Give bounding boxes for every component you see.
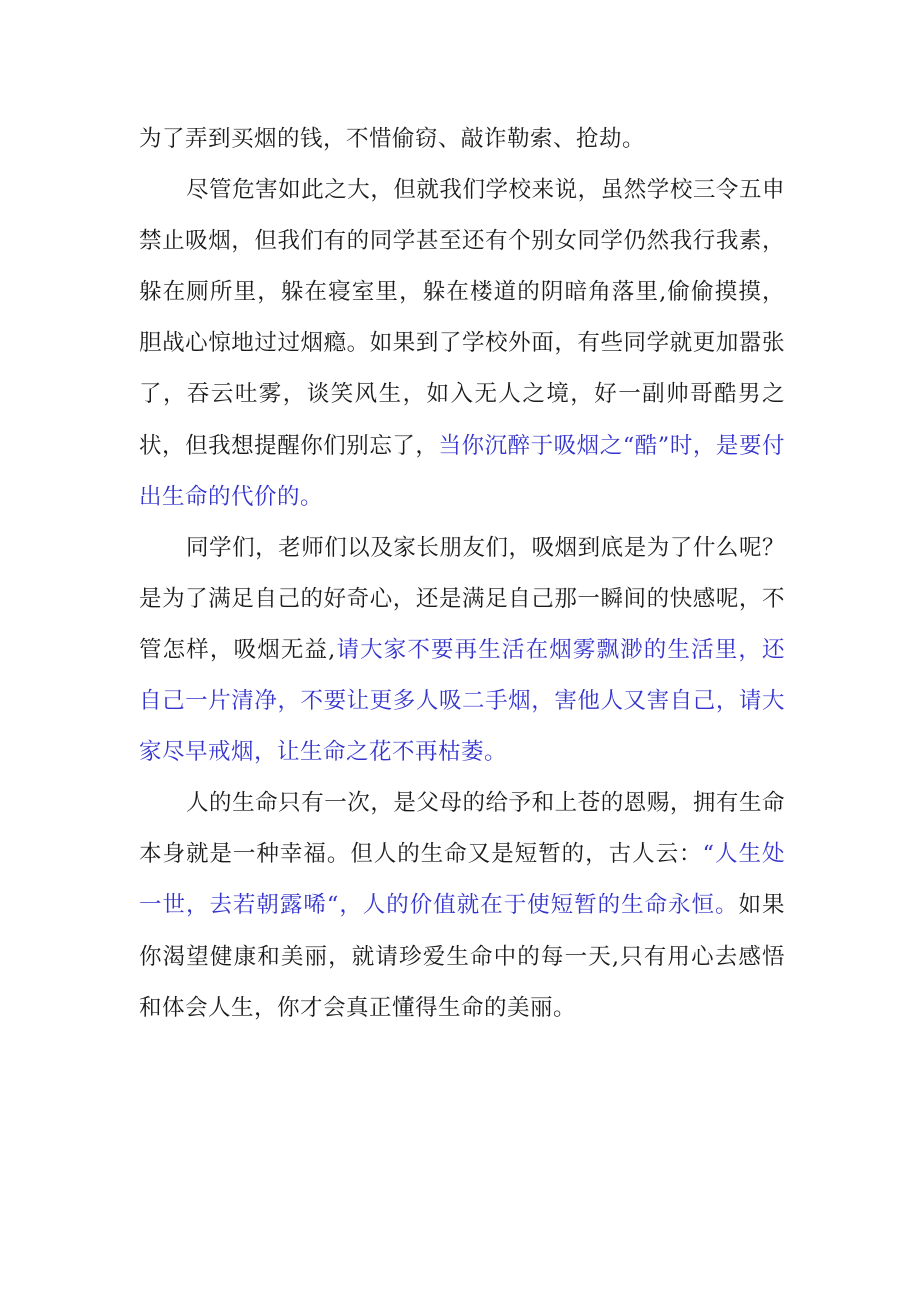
document-body	[139, 114, 785, 1034]
text-segment: 尽管危害如此之大，但就我们学校来说，虽然学校三令五申禁止吸烟，但我们有的同学甚至还有个别女同学仍然我行我素，躲在厕所里，躲在寝室里，躲在楼道的阴暗角落里,偷偷摸摸，胆战心惊地过过烟瘾。如果到了学校外面，有些同学就更加嚣张了，吞云吐雾，谈笑风生，如入无人之境，好一副帅哥酷男之状，但我想提醒你们别忘了，	[139, 177, 785, 459]
paragraph	[139, 114, 785, 165]
text-segment: 为了弄到买烟的钱，不惜偷窃、敲诈勒索、抢劫。	[139, 126, 646, 152]
paragraph	[139, 523, 785, 778]
highlighted-text-segment: 当你沉醉于吸烟之“酷”时，是要付出生命的代价的。	[139, 432, 785, 510]
highlighted-text-segment: 请大家不要再生活在烟雾飘渺的生活里，还自己一片清净，不要让更多人吸二手烟，害他人又害自己，请大家尽早戒烟，让生命之花不再枯萎。	[139, 636, 785, 766]
text-segment: 人的生命只有一次，是父母的给予和上苍的恩赐，拥有生命本身就是一种幸福。但人的生命又是短暂的，古人云：	[139, 790, 785, 868]
highlighted-text-segment: “人生处一世，去若朝露唏“，人的价值就在于使短暂的生命永恒。	[139, 841, 785, 919]
text-segment: 如果你渴望健康和美丽，就请珍爱生命中的每一天,只有用心去感悟和体会人生，你才会真正懂得生命的美丽。	[139, 892, 785, 1021]
text-segment: 同学们，老师们以及家长朋友们，吸烟到底是为了什么呢？是为了满足自己的好奇心，还是满足自己那一瞬间的快感呢，不管怎样，吸烟无益,	[139, 534, 785, 663]
paragraph	[139, 165, 785, 523]
paragraph	[139, 778, 785, 1033]
